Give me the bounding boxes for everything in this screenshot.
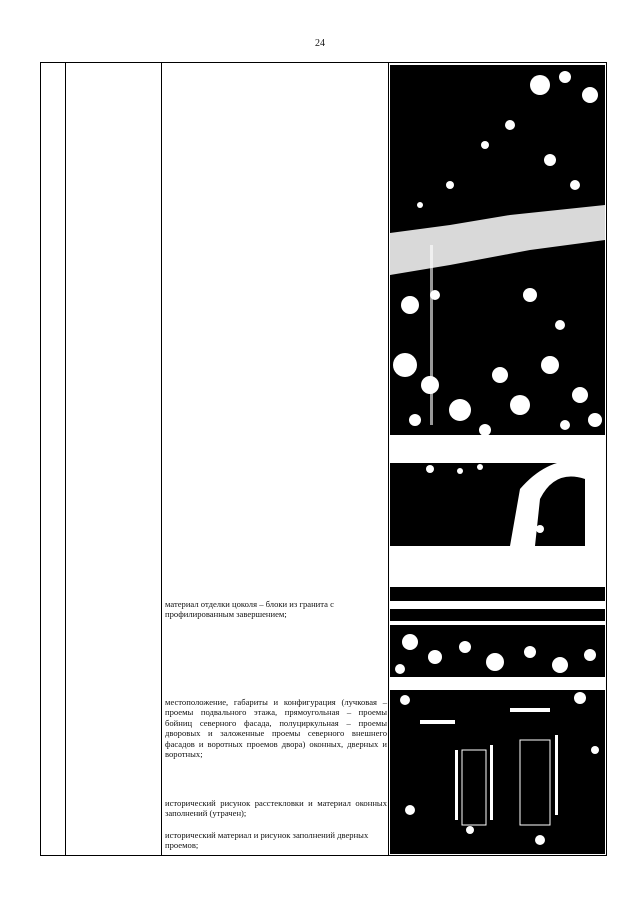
page-number: 24: [315, 38, 325, 49]
plinth-material-text: материал отделки цоколя – блоки из гранита с профилированным завершением;: [165, 599, 334, 620]
document-table: [40, 62, 607, 856]
openings-photo: [390, 690, 605, 854]
table-column-divider: [65, 63, 66, 855]
door-fillings-text: исторический материал и рисунок заполнений дверных проемов;: [165, 830, 369, 851]
arch-photo: [390, 449, 605, 546]
openings-configuration-text: местоположение, габариты и конфигурация (лучковая – проемы подвального этажа, прямоугольная – проемы бойниц северного фасада, полуциркульная – проемы дворовых и заложенные проемы северного внешнего фасадов и воротных проемов двора) оконных, дверных и воротных;: [165, 697, 387, 760]
window-glazing-text: исторический рисунок расстекловки и материал оконных заполнений (утрачен);: [165, 798, 387, 819]
table-column-divider: [161, 63, 162, 855]
table-column-divider: [388, 63, 389, 855]
facade-photo: [390, 65, 605, 435]
plinth-photo: [390, 587, 605, 677]
